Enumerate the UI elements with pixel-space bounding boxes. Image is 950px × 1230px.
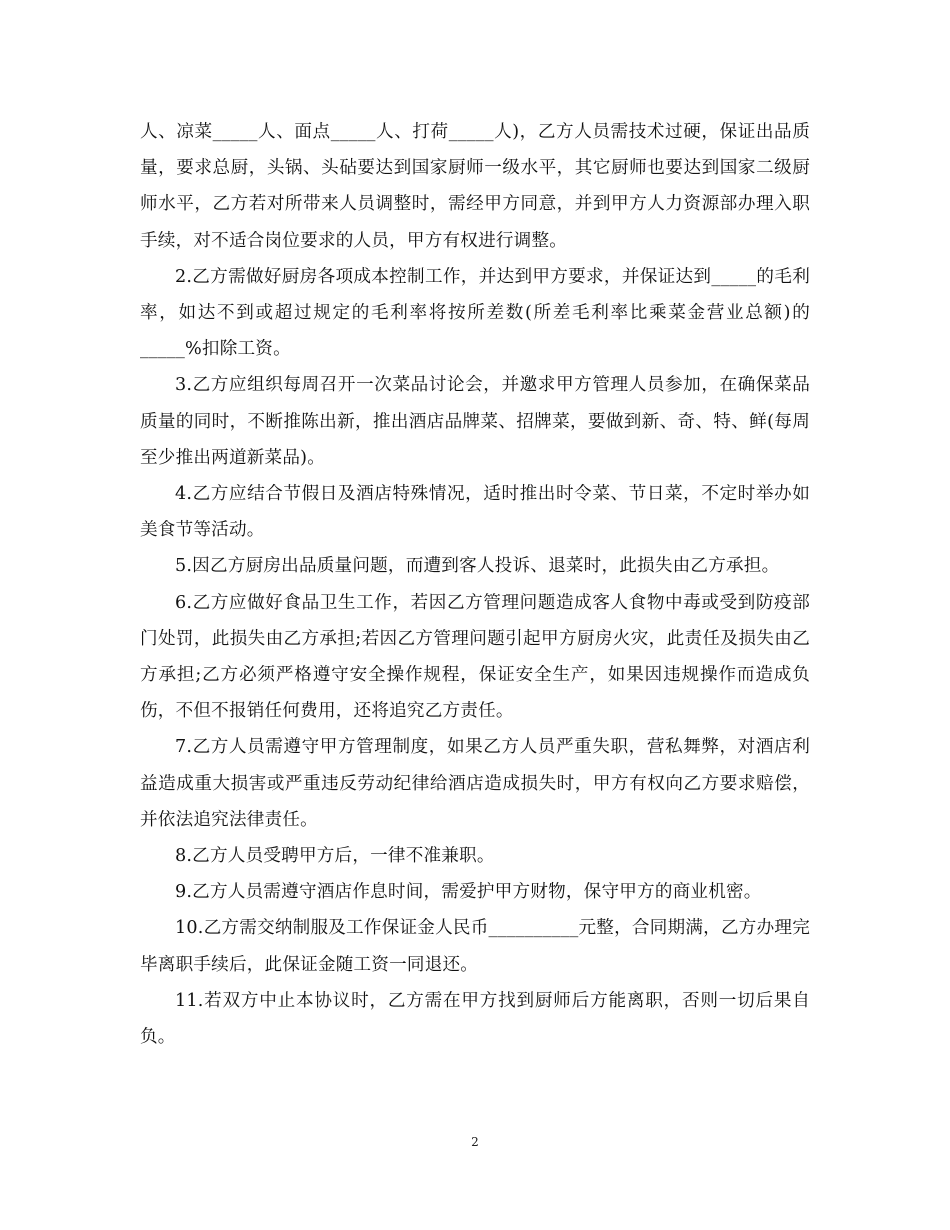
paragraph-continuation: 人、凉菜_____人、面点_____人、打荷_____人)，乙方人员需技术过硬，保证出品质量，要求总厨，头锅、头砧要达到国家厨师一级水平，其它厨师也要达到国家二级厨师水平，乙方若对所带来人员调整时，需经甲方同意，并到甲方人力资源部办理入职手续，对不适合岗位要求的人员，甲方有权进行调整。 — [140, 122, 810, 251]
clause-10: 10.乙方需交纳制服及工作保证金人民币__________元整，合同期满，乙方办理完毕离职手续后，此保证金随工资一同退还。 — [140, 918, 810, 975]
clause-8: 8.乙方人员受聘甲方后，一律不准兼职。 — [175, 846, 495, 867]
clause-4: 4.乙方应结合节假日及酒店特殊情况，适时推出时令菜、节日菜，不定时举办如美食节等活动。 — [140, 484, 810, 541]
clause-11: 11.若双方中止本协议时，乙方需在甲方找到厨师后方能离职，否则一切后果自负。 — [140, 990, 810, 1048]
clause-6: 6.乙方应做好食品卫生工作，若因乙方管理问题造成客人食物中毒或受到防疫部门处罚，此损失由乙方承担;若因乙方管理问题引起甲方厨房火灾，此责任及损失由乙方承担;乙方必须严格遵守安全操作规程，保证安全生产，如果因违规操作而造成负伤，不但不报销任何费用，还将追究乙方责任。 — [140, 592, 810, 722]
document-body — [140, 114, 810, 1055]
page-number: 2 — [471, 1135, 479, 1149]
clause-5: 5.因乙方厨房出品质量问题，而遭到客人投诉、退菜时，此损失由乙方承担。 — [175, 556, 780, 577]
clause-2: 2.乙方需做好厨房各项成本控制工作，并达到甲方要求，并保证达到_____的毛利率，如达不到或超过规定的毛利率将按所差数(所差毛利率比乘菜金营业总额)的_____%扣除工资。 — [140, 266, 810, 360]
clause-3: 3.乙方应组织每周召开一次菜品讨论会，并邀求甲方管理人员参加，在确保菜品质量的同时，不断推陈出新，推出酒店品牌菜、招牌菜，要做到新、奇、特、鲜(每周至少推出两道新菜品)。 — [140, 375, 810, 468]
clause-7: 7.乙方人员需遵守甲方管理制度，如果乙方人员严重失职，营私舞弊，对酒店利益造成重大损害或严重违反劳动纪律给酒店造成损失时，甲方有权向乙方要求赔偿，并依法追究法律责任。 — [140, 737, 810, 830]
clause-9: 9.乙方人员需遵守酒店作息时间，需爱护甲方财物，保守甲方的商业机密。 — [175, 882, 762, 903]
